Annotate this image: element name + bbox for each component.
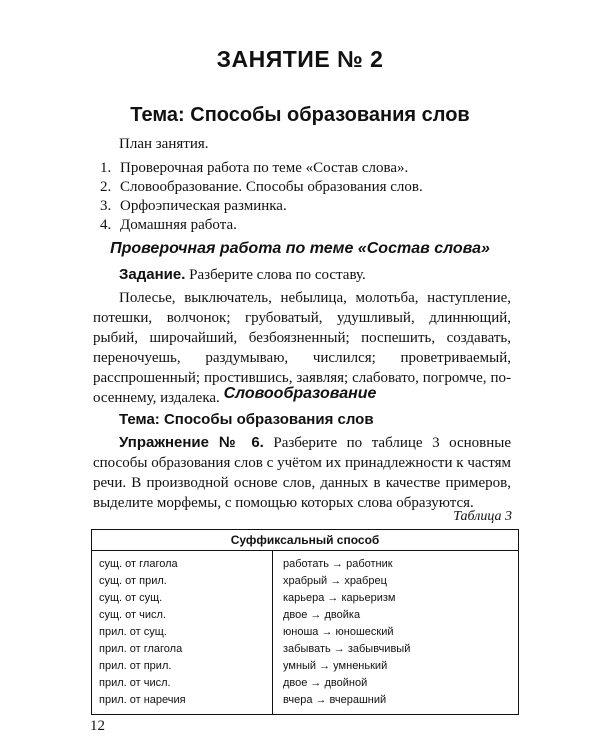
task-label: Задание. <box>119 266 186 283</box>
page-number: 12 <box>90 718 105 734</box>
plan-item-text: Домашняя работа. <box>120 217 237 233</box>
table-cell: сущ. от числ. <box>99 609 166 621</box>
plan-item-number: 2. <box>100 179 112 195</box>
table-cell: сущ. от сущ. <box>99 592 163 604</box>
plan-item <box>100 216 423 235</box>
plan-item <box>100 159 423 178</box>
formation-table <box>91 529 519 715</box>
table-cell: храбрый → храбрец <box>283 575 387 587</box>
table-cell: вчера → вчерашний <box>283 694 387 706</box>
table-cell: сущ. от глагола <box>99 558 178 570</box>
words-paragraph: Полесье, выключатель, небылица, молотьба, наступление, потешки, волчонок; грубоватый, удушливый, длиннющий, рыбий, широчайший, безбоязненный; поспешить, создавать, переночуешь, раздумываю, числился; проветриваемый, расспрошенный; простившись, заявляя; слабовато, погромче, по-осеннему, издалека. <box>93 290 511 406</box>
plan-item <box>100 197 423 216</box>
topic-title: Тема: Способы образования слов <box>130 104 470 126</box>
table-cell: двое → двойка <box>283 609 361 621</box>
table-cell: прил. от наречия <box>99 694 186 706</box>
plan-list <box>100 159 423 235</box>
table-cell: прил. от числ. <box>99 677 171 689</box>
exercise-text: Разберите по таблице 3 основные способы образования слов с учётом их принадлежности к частям речи. В производной основе слов, данных в качестве примеров, выделите морфемы, с помощью которых слова образуются. <box>93 435 511 511</box>
table-header: Суффиксальный способ <box>92 530 518 551</box>
task-text: Разберите слова по составу. <box>185 267 366 283</box>
table-cell: карьера → карьеризм <box>283 592 396 604</box>
exercise-paragraph <box>93 433 511 513</box>
table-cell: сущ. от прил. <box>99 575 167 587</box>
plan-item-text: Орфоэпическая разминка. <box>120 198 287 214</box>
plan-item-number: 1. <box>100 160 112 176</box>
plan-title: План занятия. <box>119 136 209 152</box>
table-cell: двое → двойной <box>283 677 368 689</box>
task-paragraph <box>93 265 511 285</box>
table-left-column <box>92 551 273 715</box>
plan-item-number: 3. <box>100 198 112 214</box>
plan-item-text: Проверочная работа по теме «Состав слова». <box>120 160 409 176</box>
table-caption: Таблица 3 <box>453 509 512 524</box>
subheading: Тема: Способы образования слов <box>119 411 374 428</box>
plan-item <box>100 178 423 197</box>
table-cell: юноша → юношеский <box>283 626 394 638</box>
table-cell: прил. от сущ. <box>99 626 167 638</box>
lesson-title: ЗАНЯТИЕ № 2 <box>216 46 384 72</box>
exercise-label: Упражнение № 6. <box>119 434 264 451</box>
table-cell: умный → умненький <box>283 660 388 672</box>
section-heading-test: Проверочная работа по теме «Состав слова» <box>110 240 490 257</box>
table-cell: прил. от прил. <box>99 660 172 672</box>
table-right-column <box>273 551 410 715</box>
plan-item-text: Словообразование. Способы образования слов. <box>120 179 423 195</box>
table-cell: забывать → забывчивый <box>283 643 411 655</box>
plan-item-number: 4. <box>100 217 112 233</box>
table-cell: работать → работник <box>283 558 393 570</box>
table-cell: прил. от глагола <box>99 643 183 655</box>
table-body <box>92 551 518 715</box>
section-heading-wordformation: Словообразование <box>223 385 377 402</box>
